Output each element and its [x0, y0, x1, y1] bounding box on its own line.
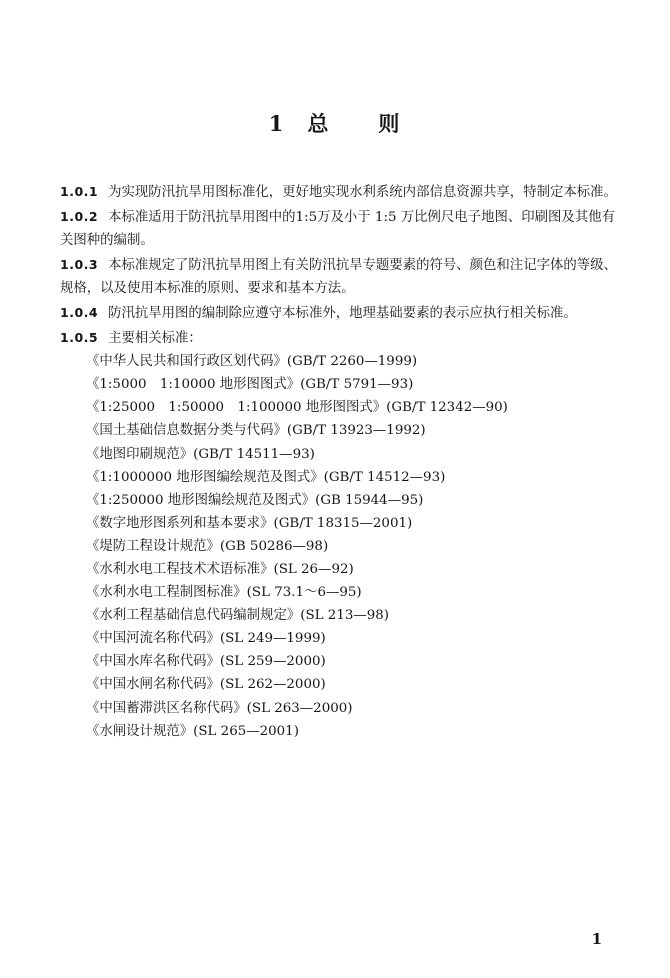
reference-item: 《水利水电工程制图标准》(SL 73.1～6—95)	[86, 585, 362, 601]
page-number: 1	[591, 930, 602, 948]
reference-item: 《地图印刷规范》(GB/T 14511—93)	[86, 446, 315, 462]
chapter-title-part1: 总	[307, 111, 331, 136]
chapter-title	[0, 108, 670, 138]
reference-item: 《中国水库名称代码》(SL 259—2000)	[86, 654, 326, 670]
reference-item: 《1:5000 1:10000 地形图图式》(GB/T 5791—93)	[86, 377, 414, 393]
reference-item: 《数字地形图系列和基本要求》(GB/T 18315—2001)	[86, 515, 413, 531]
chapter-number: 1	[268, 111, 286, 136]
clause-1-0-3	[60, 253, 620, 301]
reference-item: 《堤防工程设计规范》(GB 50286—98)	[86, 538, 329, 554]
clause-number: 1.0.5	[60, 329, 99, 345]
clause-number: 1.0.4	[60, 304, 99, 320]
clause-number: 1.0.2	[60, 208, 99, 224]
reference-item: 《水闸设计规范》(SL 265—2001)	[86, 723, 299, 739]
clause-1-0-4	[60, 301, 620, 326]
chapter-title-part2: 则	[378, 111, 402, 136]
reference-item: 《水利工程基础信息代码编制规定》(SL 213—98)	[86, 608, 390, 624]
clause-number: 1.0.1	[60, 184, 99, 199]
reference-item: 《中国水闸名称代码》(SL 262—2000)	[86, 677, 326, 693]
clause-list	[60, 180, 620, 743]
clause-1-0-2	[60, 205, 620, 253]
clause-text: 本标准规定了防汛抗旱用图上有关防汛抗旱专题要素的符号、颜色和注记字体的等级、规格，以及使用本标准的原则、要求和基本方法。	[60, 257, 617, 297]
clause-1-0-5	[60, 326, 620, 351]
reference-item: 《中华人民共和国行政区划代码》(GB/T 2260—1999)	[86, 354, 418, 370]
reference-standards-list	[60, 350, 620, 743]
reference-item: 《中国河流名称代码》(SL 249—1999)	[86, 631, 326, 647]
reference-item: 《国土基础信息数据分类与代码》(GB/T 13923—1992)	[86, 423, 426, 439]
clause-text: 本标准适用于防汛抗旱用图中的1:5万及小于 1:5 万比例尺电子地图、印刷图及其他有关图种的编制。	[60, 209, 615, 249]
reference-item: 《1:250000 地形图编绘规范及图式》(GB 15944—95)	[86, 492, 424, 508]
clause-1-0-1	[60, 180, 620, 205]
reference-item: 《中国蓄滞洪区名称代码》(SL 263—2000)	[86, 700, 353, 716]
clause-number: 1.0.3	[60, 256, 99, 272]
reference-item: 《水利水电工程技术术语标准》(SL 26—92)	[86, 562, 354, 577]
reference-item: 《1:1000000 地形图编绘规范及图式》(GB/T 14512—93)	[86, 469, 446, 485]
clause-text: 防汛抗旱用图的编制除应遵守本标准外，地理基础要素的表示应执行相关标准。	[108, 305, 577, 321]
clause-text: 为实现防汛抗旱用图标准化，更好地实现水利系统内部信息资源共享，特制定本标准。	[108, 185, 617, 200]
clause-text: 主要相关标准：	[108, 330, 202, 346]
reference-item: 《1:25000 1:50000 1:100000 地形图图式》(GB/T 12342—90)	[86, 400, 508, 416]
